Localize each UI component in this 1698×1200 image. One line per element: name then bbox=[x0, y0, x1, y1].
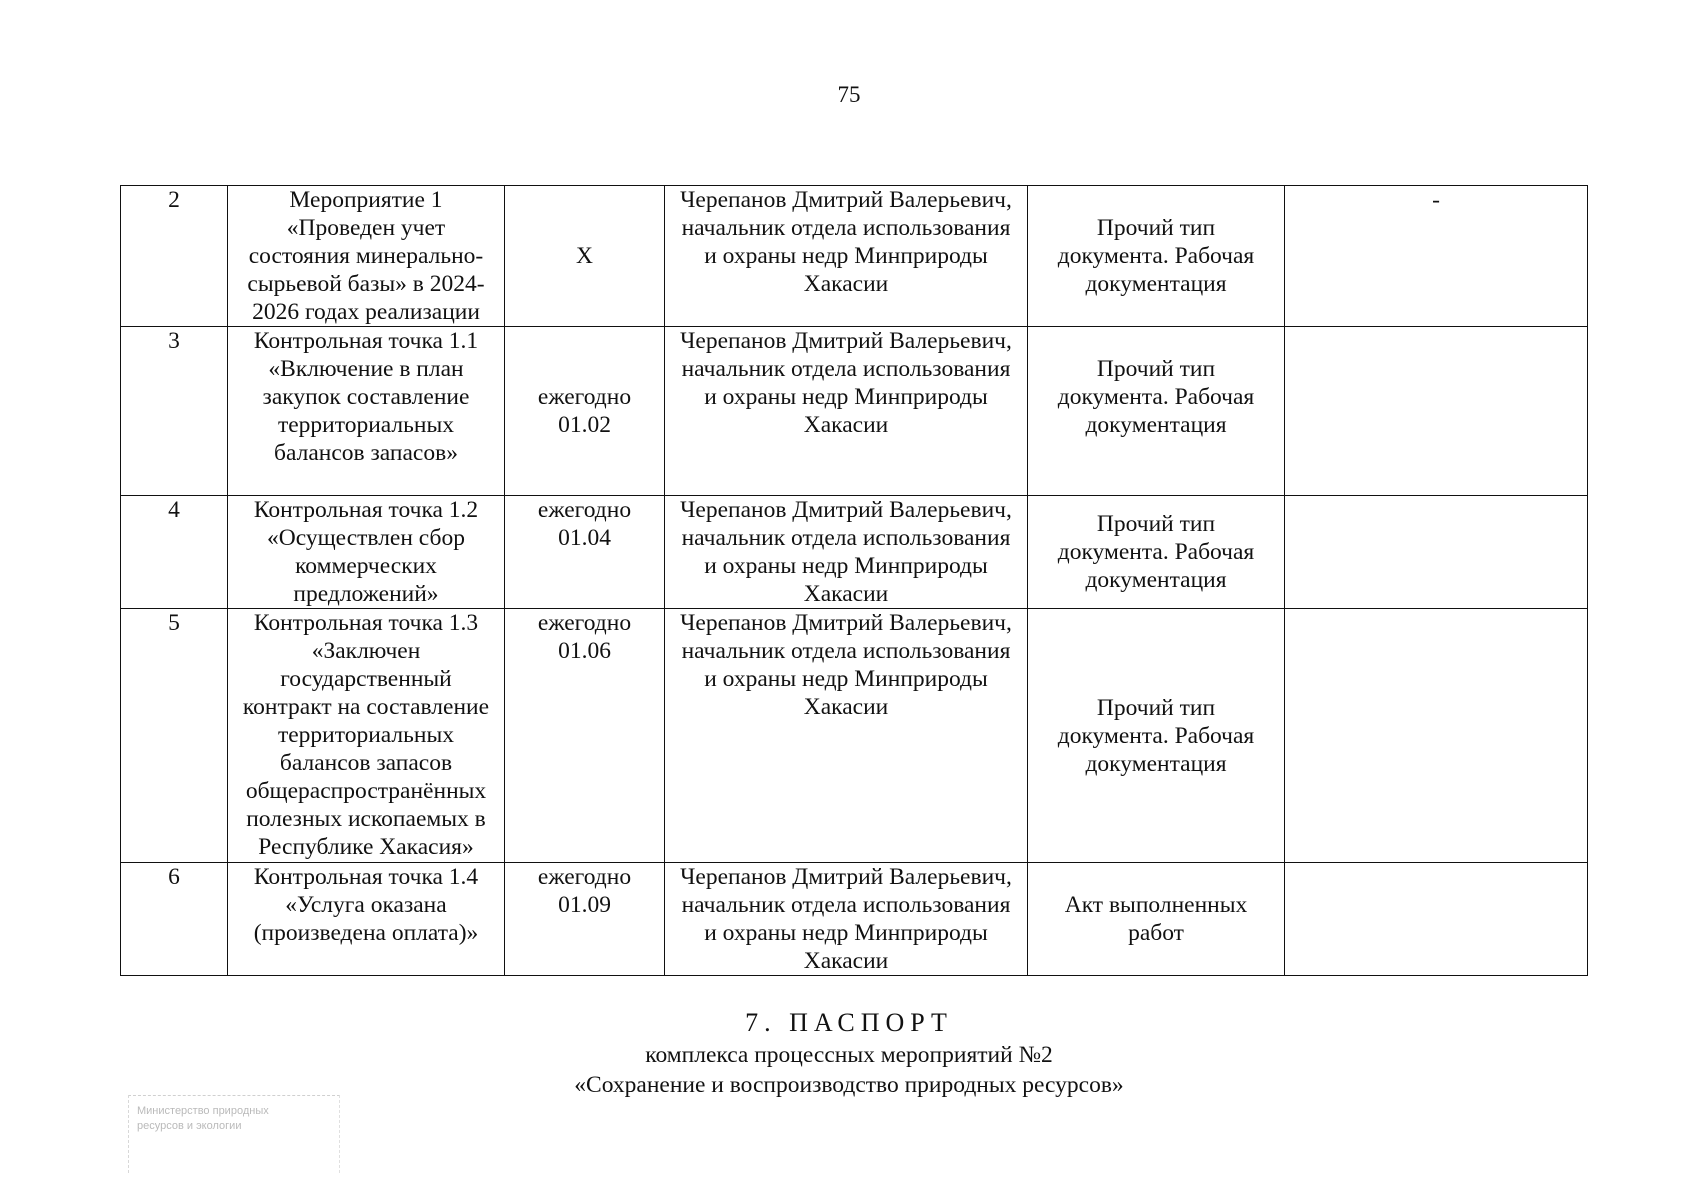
extra-info bbox=[1285, 863, 1588, 976]
row-number: 2 bbox=[121, 186, 228, 327]
event-name: Контрольная точка 1.4 «Услуга оказана (произведена оплата)» bbox=[228, 863, 505, 976]
table-row bbox=[121, 327, 1588, 496]
table-row bbox=[121, 863, 1588, 976]
responsible-person: Черепанов Дмитрий Валерьевич, начальник отдела использования и охраны недр Минприроды Хакасии bbox=[665, 327, 1028, 496]
document-type: Акт выполненных работ bbox=[1028, 863, 1285, 976]
section-subtitle: комплекса процессных мероприятий №2 bbox=[645, 1042, 1053, 1068]
event-name: Мероприятие 1 «Проведен учет состояния минерально- сырьевой базы» в 2024- 2026 годах реализации bbox=[228, 186, 505, 327]
document-type: Прочий тип документа. Рабочая документация bbox=[1028, 327, 1285, 496]
page-number: 75 bbox=[837, 82, 861, 107]
faded-stamp bbox=[128, 1095, 340, 1173]
extra-info bbox=[1285, 327, 1588, 496]
extra-info: - bbox=[1285, 186, 1588, 327]
event-date: ежегодно 01.04 bbox=[505, 496, 665, 609]
table-row bbox=[121, 609, 1588, 863]
row-number: 4 bbox=[121, 496, 228, 609]
event-date: X bbox=[505, 186, 665, 327]
event-name: Контрольная точка 1.3 «Заключен государственный контракт на составление территориальных балансов запасов общераспространённых полезных ископаемых в Республике Хакасия» bbox=[228, 609, 505, 863]
section-title: 7. ПАСПОРТ bbox=[745, 1008, 953, 1037]
event-name: Контрольная точка 1.1 «Включение в план закупок составление территориальных балансов запасов» bbox=[228, 327, 505, 496]
event-date: ежегодно 01.02 bbox=[505, 327, 665, 496]
responsible-person: Черепанов Дмитрий Валерьевич, начальник отдела использования и охраны недр Минприроды Хакасии bbox=[665, 609, 1028, 863]
responsible-person: Черепанов Дмитрий Валерьевич, начальник отдела использования и охраны недр Минприроды Хакасии bbox=[665, 186, 1028, 327]
document-type: Прочий тип документа. Рабочая документация bbox=[1028, 609, 1285, 863]
event-date: ежегодно 01.06 bbox=[505, 609, 665, 863]
event-name: Контрольная точка 1.2 «Осуществлен сбор коммерческих предложений» bbox=[228, 496, 505, 609]
table-row bbox=[121, 496, 1588, 609]
document-type: Прочий тип документа. Рабочая документация bbox=[1028, 186, 1285, 327]
table-row bbox=[121, 186, 1588, 327]
row-number: 6 bbox=[121, 863, 228, 976]
stamp-line: ресурсов и экологии bbox=[137, 1120, 242, 1132]
row-number: 5 bbox=[121, 609, 228, 863]
responsible-person: Черепанов Дмитрий Валерьевич, начальник отдела использования и охраны недр Минприроды Хакасии bbox=[665, 496, 1028, 609]
extra-info bbox=[1285, 496, 1588, 609]
extra-info bbox=[1285, 609, 1588, 863]
event-date: ежегодно 01.09 bbox=[505, 863, 665, 976]
document-type: Прочий тип документа. Рабочая документация bbox=[1028, 496, 1285, 609]
stamp-line: Министерство природных bbox=[137, 1105, 269, 1117]
section-name: «Сохранение и воспроизводство природных ресурсов» bbox=[574, 1072, 1124, 1098]
row-number: 3 bbox=[121, 327, 228, 496]
responsible-person: Черепанов Дмитрий Валерьевич, начальник отдела использования и охраны недр Минприроды Хакасии bbox=[665, 863, 1028, 976]
events-table bbox=[120, 185, 1588, 976]
